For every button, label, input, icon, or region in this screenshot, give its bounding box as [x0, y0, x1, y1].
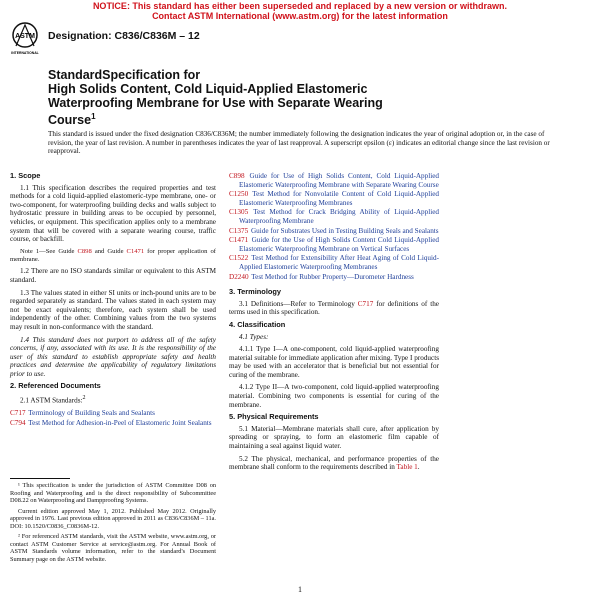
- reference-title[interactable]: Terminology of Building Seals and Sealants: [28, 409, 155, 418]
- notice-banner: [0, 0, 600, 21]
- para-5-2-text-b: .: [417, 463, 420, 472]
- right-column: [229, 172, 439, 476]
- reference-title[interactable]: Guide for the Use of High Solids Content Cold Liquid-Applied Elastomeric Waterproofing Membrane on Vertical Surfaces: [239, 236, 440, 253]
- notice-line-1: NOTICE: This standard has either been superseded and replaced by a new version or withdrawn.: [92, 1, 508, 11]
- title-footnote-mark: 1: [91, 112, 96, 121]
- para-2-1-text: 2.1 ASTM Standards:: [20, 396, 83, 405]
- footnotes: [10, 482, 216, 566]
- logo-text: ASTM: [15, 33, 35, 40]
- left-reference-list: [10, 409, 216, 427]
- para-4-1-1: 4.1.1 Type I—A one-component, cold liquid-applied waterproofing material suitable for immediate application after mixing. Type I products may be used with an accelerator that is beneficial but not essential for curing of the membrane.: [229, 345, 439, 379]
- page-number: 1: [298, 585, 302, 594]
- reference-code[interactable]: C1471: [229, 236, 249, 245]
- reference-title[interactable]: Test Method for Crack Bridging Ability of Liquid-Applied Waterproofing Membrane: [239, 208, 439, 225]
- para-1-3: 1.3 The values stated in either SI units or inch-pound units are to be regarded separately as standard. The values stated in each system may not be exact equivalents; therefore, each system shall be used independently of the other. Combining values from the two systems may result in non-conformance with the standard.: [10, 288, 216, 331]
- para-4-1-text: 4.1 Types:: [239, 332, 269, 341]
- note-1-text-c: for proper application of membrane.: [10, 247, 216, 263]
- physical-requirements-heading: 5. Physical Requirements: [229, 412, 319, 422]
- reference-code[interactable]: C717: [10, 409, 26, 418]
- footnote-1b: Current edition approved May 1, 2012. Published May 2012. Originally approved in 1976. Last previous edition approved in 2011 as C836/C836M – 11a. DOI: 10.1520/C0836_C0836M-12.: [10, 507, 216, 530]
- reference-code[interactable]: D2240: [229, 272, 249, 281]
- note-1-text-b: and Guide: [91, 247, 127, 255]
- classification-heading: 4. Classification: [229, 319, 286, 329]
- reference-code[interactable]: C794: [10, 418, 26, 427]
- para-5-2-text-a: 5.2 The physical, mechanical, and performance properties of the membrane shall conform to the requirements described in: [229, 454, 439, 472]
- reference-item[interactable]: [229, 227, 439, 236]
- para-4-1-2: 4.1.2 Type II—A two-component, cold liquid-applied waterproofing material. Combining two components is essential for curing of the membrane.: [229, 383, 439, 409]
- reference-item[interactable]: [229, 273, 439, 282]
- title-line-3: Waterproofing Membrane for Use with Separate Wearing: [48, 96, 383, 110]
- designation: Designation: C836/C836M – 12: [48, 30, 200, 42]
- table-1-link[interactable]: Table 1: [396, 463, 418, 472]
- para-1-1: 1.1 This specification describes the required properties and test methods for a cold liquid-applied elastomeric-type membrane, one- or two-component, for waterproofing building decks and walls subject to hydrostatic pressure in building areas to be occupied by personnel, vehicles, or equipment. This specification applies only to a membrane system that will be covered with a separate wearing course, traffic course, or backfill.: [10, 183, 216, 244]
- reference-code[interactable]: C1305: [229, 208, 249, 217]
- document-title: [48, 68, 568, 127]
- reference-title[interactable]: Test Method for Adhesion-in-Peel of Elastomeric Joint Sealants: [28, 418, 212, 427]
- reference-code[interactable]: C1522: [229, 254, 249, 263]
- ref-link-c898[interactable]: C898: [77, 247, 92, 255]
- para-1-4-text: 1.4 This standard does not purport to address all of the safety concerns, if any, associated with its use. It is the responsibility of the user of this standard to establish appropriate safety and health practices and determine the applicability of regulatory limitations prior to use.: [10, 335, 216, 378]
- ref-link-c717[interactable]: C717: [357, 299, 374, 308]
- note-1: [10, 248, 216, 264]
- reference-item[interactable]: [229, 254, 439, 271]
- para-5-1: 5.1 Material—Membrane materials shall cure, after application by spreading or spraying, to form an elastomeric film capable of maintaining a seal against liquid water.: [229, 424, 439, 451]
- terminology-heading: 3. Terminology: [229, 287, 282, 297]
- footnote-1: ¹ This specification is under the jurisdiction of ASTM Committee D08 on Roofing and Waterproofing and is the direct responsibility of Subcommittee D08.22 on Waterproofing and Dampproofing Systems.: [10, 482, 216, 504]
- referenced-documents-heading: 2. Referenced Documents: [10, 381, 101, 391]
- reference-code[interactable]: C1375: [229, 226, 249, 235]
- reference-item[interactable]: [229, 236, 439, 253]
- para-3-1-text-a: 3.1 Definitions—Refer to Terminology: [239, 299, 358, 308]
- reference-title[interactable]: Test Method for Extensibility After Heat Aging of Cold Liquid-Applied Elastomeric Waterproofing Membranes: [239, 254, 439, 271]
- para-1-4: [10, 336, 216, 379]
- para-4-1: [229, 333, 439, 342]
- note-1-text-a: Note 1—See Guide: [20, 247, 78, 255]
- astm-logo: [10, 22, 40, 56]
- footnote-2: ² For referenced ASTM standards, visit the ASTM website, www.astm.org, or contact ASTM Customer Service at service@astm.org. For Annual Book of ASTM Standards volume information, refer to the standard's Document Summary page on the ASTM website.: [10, 533, 216, 563]
- title-line-2: High Solids Content, Cold Liquid-Applied Elastomeric: [48, 82, 368, 96]
- reference-title[interactable]: Test Method for Rubber Property—Durometer Hardness: [251, 272, 414, 281]
- reference-title[interactable]: Guide for Use of High Solids Content, Cold Liquid-Applied Elastomeric Waterproofing Membrane with Separate Wearing Course: [239, 172, 439, 189]
- reference-title[interactable]: Test Method for Nonvolatile Content of Cold Liquid-Applied Elastomeric Waterproofing Membranes: [239, 190, 439, 207]
- footnote-separator: [10, 478, 70, 479]
- reference-item[interactable]: [10, 419, 216, 428]
- para-1-2: 1.2 There are no ISO standards similar or equivalent to this ASTM standard.: [10, 267, 216, 284]
- reference-item[interactable]: [229, 190, 439, 207]
- right-reference-list: [229, 172, 439, 281]
- ref-link-c1471[interactable]: C1471: [126, 247, 145, 255]
- para-3-1: [229, 300, 439, 317]
- reference-item[interactable]: [10, 409, 216, 418]
- para-3-1-text-b: for definitions of the terms used in this specification.: [229, 299, 439, 317]
- logo-caption: INTERNATIONAL: [11, 51, 39, 55]
- title-line-1: StandardSpecification for: [48, 68, 201, 82]
- notice-line-2: Contact ASTM International (www.astm.org) for the latest information: [152, 11, 448, 21]
- reference-item[interactable]: [229, 208, 439, 225]
- reference-code[interactable]: C1250: [229, 190, 249, 199]
- left-column: [10, 172, 216, 428]
- standard-note: This standard is issued under the fixed designation C836/C836M; the number immediately following the designation indicates the year of original adoption or, in the case of revision, the year of last revision. A number in parentheses indicates the year of last reapproval. A superscript epsilon (ε) indicates an editorial change since the last revision or reapproval.: [48, 130, 550, 156]
- reference-title[interactable]: Guide for Substrates Used in Testing Building Seals and Sealants: [250, 226, 439, 235]
- scope-heading: 1. Scope: [10, 171, 41, 180]
- para-5-2: [229, 455, 439, 472]
- para-2-1-sup: 2: [82, 395, 86, 402]
- para-2-1: [10, 394, 216, 405]
- reference-code[interactable]: C898: [229, 172, 245, 180]
- title-line-4: Course: [48, 113, 92, 128]
- reference-item[interactable]: [229, 172, 439, 189]
